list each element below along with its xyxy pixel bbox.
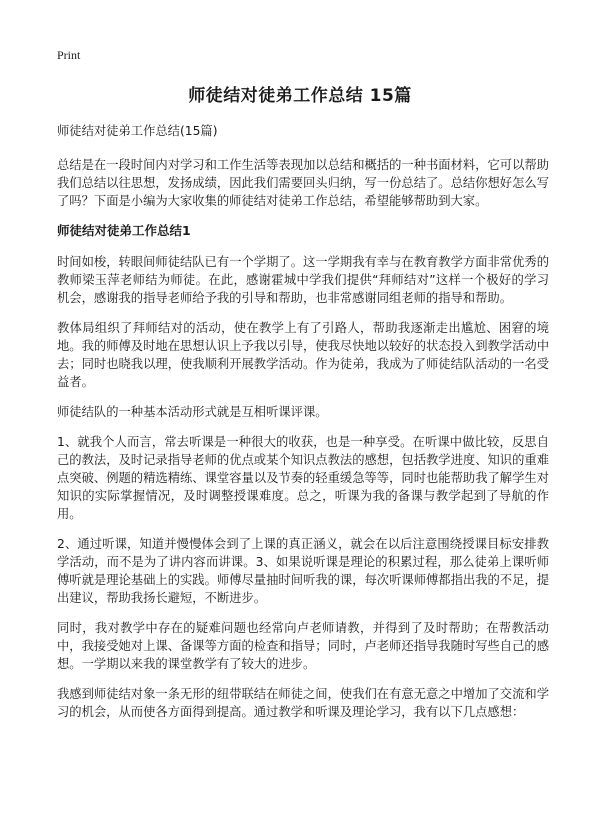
body-paragraph: 时间如梭，转眼间师徒结队已有一个学期了。这一学期我有幸与在教育教学方面非常优秀的教师梁玉萍老师结为师徒。在此，感谢霍城中学我们提供“拜师结对”这样一个极好的学习机会，感谢我的指导老师给予我的引导和帮助，也非常感谢同组老师的指导和帮助。: [57, 255, 549, 305]
intro-paragraph: 总结是在一段时间内对学习和工作生活等表现加以总结和概括的一种书面材料，它可以帮助我们总结以往思想，发扬成绩，因此我们需要回头归纳，写一份总结了。总结你想好怎么写了吗？下面是小编为大家收集的师徒结对徒弟工作总结，希望能够帮助到大家。: [57, 158, 549, 208]
body-paragraph: 教体局组织了拜师结对的活动，使在教学上有了引路人，帮助我逐渐走出尴尬、困窘的境地。我的师傅及时地在思想认识上予我以引导，使我尽快地以较好的状态投入到教学活动中去；同时也晓我以理，使我顺利开展教学活动。作为徒弟，我成为了师徒结队活动的一名受益者。: [57, 321, 549, 389]
body-paragraph: 同时，我对教学中存在的疑难问题也经常向卢老师请教，并得到了及时帮助；在帮教活动中，我接受她对上课、备课等方面的检查和指导；同时，卢老师还指导我随时写些自己的感想。一学期以来我的课堂教学有了较大的进步。: [57, 621, 549, 671]
article-body: [57, 122, 549, 733]
page-title: 师徒结对徒弟工作总结 15篇: [188, 86, 412, 106]
article-subtitle: 师徒结对徒弟工作总结(15篇): [57, 124, 218, 138]
print-link[interactable]: Print: [57, 48, 81, 62]
body-paragraph: 2、通过听课，知道并慢慢体会到了上课的真正涵义，就会在以后注意围绕授课目标安排教学活动，而不是为了讲内容而讲课。3、如果说听课是理论的积累过程，那么徒弟上课听师傅听就是理论基础上的实践。师傅尽量抽时间听我的课，每次听课师傅都指出我的不足，提出建议，帮助我扬长避短，不断进步。: [57, 537, 549, 605]
body-paragraph: 1、就我个人而言，常去听课是一种很大的收获，也是一种享受。在听课中做比较，反思自己的教法，及时记录指导老师的优点或某个知识点教法的感想，包括教学进度、知识的重难点突破、例题的精选精练、课堂容量以及节奏的轻重缓急等等，同时也能帮助我了解学生对知识的实际掌握情况，及时调整授课难度。总之，听课为我的备课与教学起到了导航的作用。: [57, 435, 549, 521]
body-paragraph: 我感到师徒结对象一条无形的纽带联结在师徒之间，使我们在有意无意之中增加了交流和学习的机会，从而使各方面得到提高。通过教学和听课及理论学习，我有以下几点感想：: [57, 687, 549, 719]
section-heading: 师徒结对徒弟工作总结1: [57, 223, 191, 238]
body-paragraph: 师徒结队的一种基本活动形式就是互相听课评课。: [57, 405, 328, 419]
